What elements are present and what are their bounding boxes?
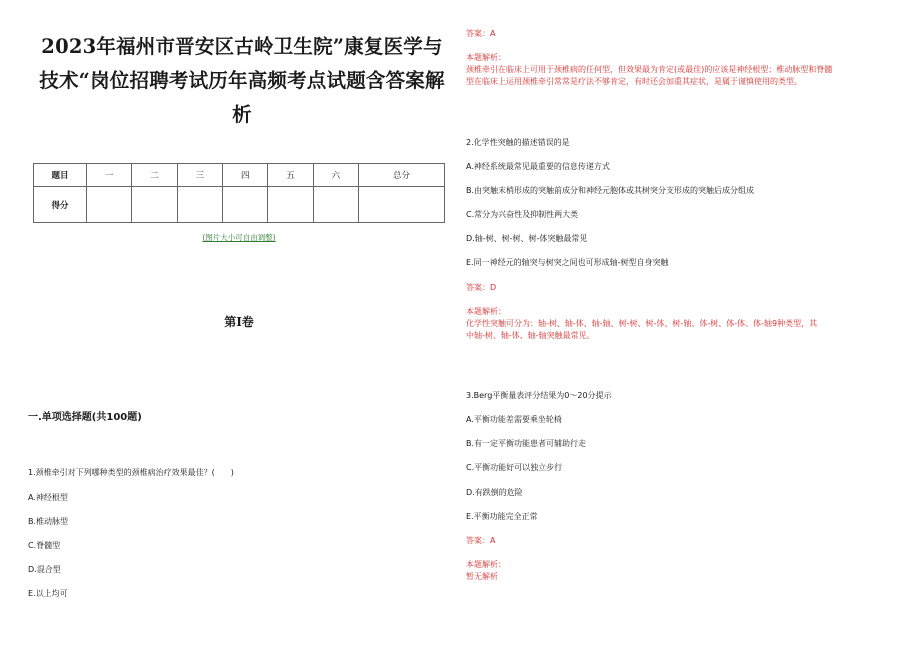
score-header-cell: 六	[313, 164, 358, 187]
score-cell	[359, 187, 445, 223]
question-3-answer: 答案：A	[466, 536, 496, 545]
question-3-option-a: A.平衡功能差需要乘坐轮椅	[466, 415, 562, 424]
score-header-cell: 一	[87, 164, 132, 187]
explanation-label: 本题解析：	[466, 560, 506, 569]
question-3-option-d: D.有跌倒的危险	[466, 488, 523, 497]
title-line-2: 技术“岗位招聘考试历年高频考点试题含答案解	[39, 69, 445, 92]
score-row-label: 得分	[34, 187, 87, 223]
question-1-option-c: C.脊髓型	[28, 541, 61, 550]
score-header-cell: 总分	[359, 164, 445, 187]
explanation-label: 本题解析：	[466, 53, 506, 62]
explanation-line: 颈椎牵引在临床上可用于颈椎病的任何型，但效果最为肯定(或最佳)的应该是神经根型；椎动脉型和脊髓	[466, 65, 833, 74]
question-2-option-a: A.神经系统最常见最重要的信息传递方式	[466, 162, 610, 171]
question-3-stem: 3.Berg平衡量表评分结果为0～20分提示	[466, 391, 612, 400]
explanation-line: 化学性突触可分为：轴-树、轴-体、轴-轴、树-树、树-体、树-轴、体-树、体-体、体-轴9种类型，其	[466, 319, 818, 328]
score-cell	[313, 187, 358, 223]
score-table	[33, 163, 445, 223]
score-header-cell: 题目	[34, 164, 87, 187]
title-line-3: 析	[232, 103, 252, 126]
score-header-cell: 二	[132, 164, 177, 187]
question-1-option-a: A.神经根型	[28, 493, 68, 502]
explanation-label: 本题解析：	[466, 307, 506, 316]
score-header-cell: 五	[268, 164, 313, 187]
question-2-option-b: B.由突触末梢形成的突触前成分和神经元胞体或其树突分支形成的突触后成分组成	[466, 186, 755, 195]
question-3-explanation	[466, 559, 896, 583]
volume-heading: 第I卷	[224, 315, 254, 329]
score-table-header-row	[34, 164, 445, 187]
question-2-option-c: C.常分为兴奋性及抑制性两大类	[466, 210, 579, 219]
question-2-option-d: D.轴-树、树-树、树-体突触最常见	[466, 234, 588, 243]
explanation-line: 暂无解析	[466, 572, 498, 581]
question-2-stem: 2.化学性突触的描述错误的是	[466, 138, 570, 147]
score-cell	[87, 187, 132, 223]
score-cell	[132, 187, 177, 223]
question-1-stem: 1.颈椎牵引对下列哪种类型的颈椎病治疗效果最佳？( )	[28, 468, 234, 477]
image-caption-link[interactable]: (图片大小可自由调整)	[202, 233, 276, 242]
question-2-answer: 答案：D	[466, 283, 497, 292]
section-heading: 一.单项选择题(共100题)	[28, 412, 142, 423]
question-3-option-e: E.平衡功能完全正常	[466, 512, 538, 521]
explanation-line: 型在临床上运用颈椎牵引常常是疗法不够肯定，有时还会加重其症状，是属于谨慎使用的类型。	[466, 77, 802, 86]
score-cell	[177, 187, 222, 223]
question-1-option-d: D.混合型	[28, 565, 61, 574]
question-2-option-e: E.同一神经元的轴突与树突之间也可形成轴-树型自身突触	[466, 258, 669, 267]
score-header-cell: 四	[223, 164, 268, 187]
question-1-explanation	[466, 52, 896, 88]
score-table-score-row	[34, 187, 445, 223]
document-title	[28, 30, 456, 132]
question-3-option-b: B.有一定平衡功能患者可辅助行走	[466, 439, 587, 448]
score-cell	[223, 187, 268, 223]
question-1-answer: 答案：A	[466, 29, 496, 38]
score-header-cell: 三	[177, 164, 222, 187]
explanation-line: 中轴-树、轴-体、轴-轴突触最常见。	[466, 331, 595, 340]
question-1-option-b: B.椎动脉型	[28, 517, 69, 526]
question-2-explanation	[466, 306, 896, 342]
question-1-option-e: E.以上均可	[28, 589, 68, 598]
question-3-option-c: C.平衡功能好可以独立步行	[466, 463, 563, 472]
score-cell	[268, 187, 313, 223]
title-line-1: 2023年福州市晋安区古岭卫生院”康复医学与	[41, 35, 443, 58]
